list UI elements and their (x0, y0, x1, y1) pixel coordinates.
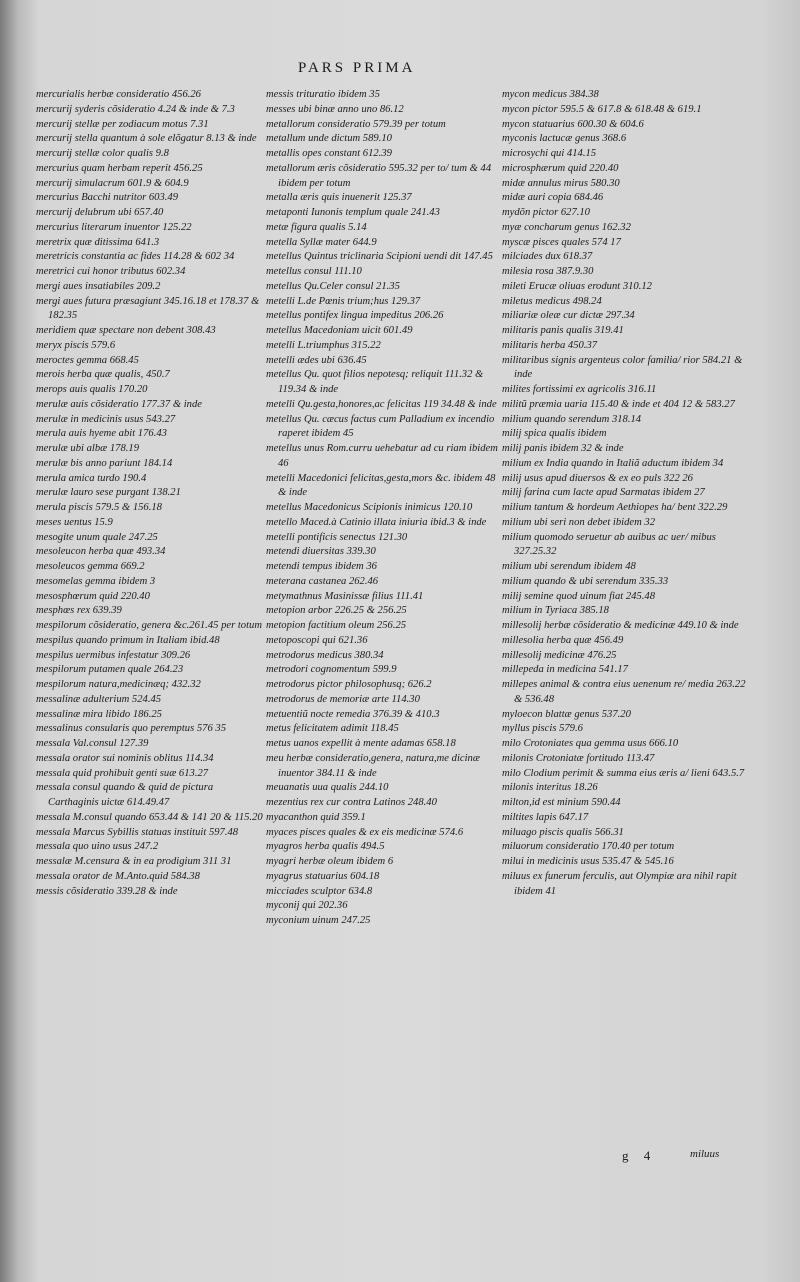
index-entry: messis cõsideratio 339.28 & inde (36, 885, 178, 897)
index-entry: messalæ M.censura & in ea prodigium 311 31 (36, 856, 232, 867)
index-entry: micciades sculptor 634.8 (266, 885, 373, 897)
index-entry: meretrici cui honor tributus 602.34 (36, 266, 186, 277)
index-entry: metæ figura qualis 5.14 (266, 221, 367, 233)
index-entry: mespilus uermibus infestatur 309.26 (36, 649, 191, 661)
index-entry: messalinus consularis quo peremptus 576 35 (36, 723, 226, 735)
index-entry: meretrix quæ ditissima 641.3 (36, 236, 160, 248)
index-column-middle (266, 88, 498, 929)
index-entry: milij spica qualis ibidem (502, 428, 607, 440)
index-entry: messala orator sui nominis oblitus 114.34 (36, 752, 214, 764)
index-entry: mycon pictor 595.5 & 617.8 & 618.48 & 619.1 (502, 103, 702, 115)
index-entry: microsphærum quid 220.40 (502, 162, 619, 174)
index-entry: metellus Macedonicus Scipionis inimicus 120.10 (266, 502, 473, 513)
index-entry: metellus Qu.Celer consul 21.35 (266, 280, 400, 292)
index-entry: metellus consul 111.10 (266, 266, 362, 277)
index-entry: mercurij simulacrum 601.9 & 604.9 (36, 177, 189, 189)
index-entry: milciades dux 618.37 (502, 251, 593, 263)
index-entry: microsychi qui 414.15 (502, 148, 597, 159)
index-entry: mesoleucon herba quæ 493.34 (36, 546, 166, 558)
index-entry: myagri herbæ oleum ibidem 6 (266, 856, 394, 867)
index-entry: metelli Qu.gesta,honores,ac felicitas 119 34.48 & inde (266, 398, 497, 410)
index-entry: messala quo uino usus 247.2 (36, 841, 159, 853)
index-entry: miluago piscis qualis 566.31 (502, 826, 624, 838)
index-entry: midæ annulus mirus 580.30 (502, 177, 620, 189)
index-entry: milites fortissimi ex agricolis 316.11 (502, 384, 657, 395)
index-entry: milium quando serendum 318.14 (502, 413, 642, 425)
index-entry: mergi aues futura præsagiunt 345.16.18 et 178.37 & 182.35 (36, 295, 260, 322)
index-entry: merulæ auis cõsideratio 177.37 & inde (36, 398, 202, 410)
index-column-right (502, 88, 752, 899)
index-entry: miluus ex funerum ferculis, aut Olympiæ ara nihil rapit ibidem 41 (502, 870, 737, 897)
index-entry: mercurius quam herbam reperit 456.25 (36, 162, 203, 174)
index-entry: metello Maced.à Catinio illata iniuria ibid.3 & inde (266, 516, 487, 528)
index-entry: merops auis qualis 170.20 (36, 384, 148, 395)
index-entry: metrodori cognomentum 599.9 (266, 664, 397, 676)
index-entry: mercurij stella quantum à sole elõgatur 8.13 & inde (36, 133, 257, 145)
index-entry: mesphœs rex 639.39 (36, 605, 122, 617)
index-entry: metus uanos expellit à mente adamas 658.18 (266, 738, 456, 749)
index-entry: merula auis hyeme abit 176.43 (36, 428, 167, 440)
index-entry: milium ex India quando in Italiã aductum ibidem 34 (502, 457, 724, 469)
index-entry: messala Marcus Sybillis statuas instituit 597.48 (36, 826, 239, 838)
index-entry: mespilorum putamen quale 264.23 (36, 664, 184, 676)
index-entry: myscæ pisces quales 574 17 (502, 236, 621, 248)
index-entry: mercurij stellæ color qualis 9.8 (36, 148, 169, 159)
index-entry: mesosphœrum quid 220.40 (36, 590, 150, 602)
index-entry: milij farina cum lacte apud Sarmatas ibidem 27 (502, 487, 705, 499)
index-entry: mergi aues insatiabiles 209.2 (36, 280, 161, 292)
running-title: PARS PRIMA (298, 60, 416, 76)
index-entry: milij semine quod uinum fiat 245.48 (502, 590, 656, 602)
index-entry: metelli pontificis senectus 121.30 (266, 531, 408, 543)
index-entry: metellus Macedoniam uicit 601.49 (266, 325, 413, 336)
index-entry: mesoleucos gemma 669.2 (36, 561, 145, 572)
index-entry: myæ concharum genus 162.32 (502, 221, 631, 233)
index-entry: metelli L.triumphus 315.22 (266, 339, 381, 351)
index-entry: merulæ ubi albæ 178.19 (36, 443, 139, 454)
index-entry: mespilorum natura,medicinæq; 432.32 (36, 679, 201, 690)
index-entry: messis trituratio ibidem 35 (266, 89, 380, 100)
index-entry: metellus pontifex lingua impeditus 206.26 (266, 310, 444, 322)
index-entry: milium quomodo seruetur ab auibus ac uer/ mibus 327.25.32 (502, 531, 716, 558)
index-entry: millesolij herbæ cõsideratio & medicinæ 449.10 & inde (502, 620, 739, 631)
index-entry: mydõn pictor 627.10 (502, 207, 590, 218)
index-entry: metalla æris quis inuenerit 125.37 (266, 192, 412, 204)
index-entry: messala Val.consul 127.39 (36, 738, 149, 749)
index-entry: midæ auri copia 684.46 (502, 192, 604, 204)
index-entry: metymathnus Masinissæ filius 111.41 (266, 590, 424, 602)
index-entry: milium quando & ubi serendum 335.33 (502, 575, 669, 587)
index-entry: miltites lapis 647.17 (502, 811, 589, 823)
index-entry: milij panis ibidem 32 & inde (502, 443, 624, 454)
index-entry: messalinæ mira libido 186.25 (36, 708, 162, 720)
index-entry: mercurius literarum inuentor 125.22 (36, 221, 192, 233)
index-entry: messala quid prohibuit genti suæ 613.27 (36, 767, 209, 779)
index-entry: meu herbæ consideratio,genera, natura,me dicinæ inuentor 384.11 & inde (266, 752, 480, 779)
index-entry: metrodorus de memoriæ arte 114.30 (266, 693, 420, 705)
index-entry: millesolia herba quæ 456.49 (502, 634, 624, 646)
index-entry: messala M.consul quando 653.44 & 141 20 & 115.20 (36, 811, 263, 823)
index-entry: mercurij stellæ per zodiacum motus 7.31 (36, 118, 209, 130)
index-entry: miluorum consideratio 170.40 per totum (502, 841, 675, 853)
index-entry: militaris herba 450.37 (502, 339, 598, 351)
index-entry: myagrus statuarius 604.18 (266, 870, 380, 882)
index-entry: mesogite unum quale 247.25 (36, 531, 158, 543)
index-entry: mycon statuarius 600.30 & 604.6 (502, 118, 644, 130)
index-entry: myloecon blattæ genus 537.20 (502, 708, 631, 720)
index-entry: messala orator de M.Anto.quid 584.38 (36, 870, 200, 882)
index-entry: milo Clodium perimit & summa eius æris a/ lieni 643.5.7 (502, 767, 745, 779)
index-entry: milium ubi serendum ibidem 48 (502, 561, 636, 572)
index-entry: metrodorus pictor philosophusq; 626.2 (266, 679, 432, 690)
index-entry: messala consul quando & quid de pictura Carthaginis uictæ 614.49.47 (36, 782, 214, 808)
index-entry: metallorum consideratio 579.39 per totum (266, 118, 446, 130)
index-entry: myacanthon quid 359.1 (266, 811, 366, 823)
index-entry: meroctes gemma 668.45 (36, 354, 139, 366)
index-entry: mercurius Bacchi nutritor 603.49 (36, 192, 179, 204)
index-entry: milij usus apud diuersos & ex eo puls 322 26 (502, 472, 693, 484)
index-entry: meryx piscis 579.6 (36, 339, 116, 351)
index-entry: milesia rosa 387.9.30 (502, 266, 594, 277)
index-entry: merulæ in medicinis usus 543.27 (36, 413, 176, 425)
index-entry: merula amica turdo 190.4 (36, 472, 147, 484)
index-entry: metoposcopi qui 621.36 (266, 634, 368, 646)
index-entry: millepes animal & contra eius uenenum re/ media 263.22 & 536.48 (502, 679, 746, 705)
index-entry: metella Syllæ mater 644.9 (266, 236, 377, 248)
index-entry: mespilorum cõsideratio, genera &c.261.45 per totum (36, 620, 262, 631)
index-entry: merulæ bis anno pariunt 184.14 (36, 457, 173, 469)
index-entry: meterana castanea 262.46 (266, 575, 379, 587)
index-entry: merula piscis 579.5 & 156.18 (36, 502, 162, 513)
index-entry: metus felicitatem adimit 118.45 (266, 723, 399, 735)
index-entry: milui in medicinis usus 535.47 & 545.16 (502, 856, 674, 867)
index-entry: mercurialis herbæ consideratio 456.26 (36, 89, 201, 100)
index-entry: metendi diuersitas 339.30 (266, 546, 376, 558)
index-entry: metellus Qu. quot filios nepotesq; reliquit 111.32 & 119.34 & inde (266, 369, 484, 395)
index-entry: metallis opes constant 612.39 (266, 148, 392, 159)
index-entry: mileti Erucæ oliuas erodunt 310.12 (502, 280, 652, 292)
index-entry: mespilus quando primum in Italiam ibid.48 (36, 634, 220, 646)
index-entry: metellus unus Rom.curru uehebatur ad cu riam ibidem 46 (266, 443, 498, 469)
index-entry: metaponti Iunonis templum quale 241.43 (266, 207, 440, 218)
index-entry: miletus medicus 498.24 (502, 295, 602, 307)
index-entry: myllus piscis 579.6 (502, 723, 583, 735)
index-entry: milo Crotoniates qua gemma usus 666.10 (502, 738, 679, 749)
index-entry: metallum unde dictum 589.10 (266, 133, 392, 145)
index-entry: millesolij medicinæ 476.25 (502, 649, 617, 661)
index-entry: mercurij syderis cõsideratio 4.24 & inde & 7.3 (36, 103, 235, 115)
index-entry: metendi tempus ibidem 36 (266, 561, 377, 572)
index-entry: metelli Macedonici felicitas,gesta,mors &c. ibidem 48 & inde (266, 472, 496, 499)
index-entry: militaribus signis argenteus color familia/ rior 584.21 & inde (502, 354, 743, 381)
index-entry: myconij qui 202.36 (266, 900, 348, 912)
index-entry: miliariæ oleæ cur dictæ 297.34 (502, 310, 635, 322)
index-entry: myconium uinum 247.25 (266, 915, 371, 926)
index-entry: metopion factitium oleum 256.25 (266, 620, 407, 631)
index-entry: millepeda in medicina 541.17 (502, 664, 628, 676)
index-entry: metelli L.de Pœnis trium;hus 129.37 (266, 295, 421, 307)
index-entry: mycon medicus 384.38 (502, 89, 599, 100)
index-entry: metellus Quintus triclinaria Scipioni uendi dit 147.45 (266, 251, 493, 263)
index-entry: metelli ædes ubi 636.45 (266, 354, 367, 366)
catchword: miluus (690, 1148, 720, 1160)
index-entry: messes ubi binæ anno uno 86.12 (266, 103, 404, 115)
signature-mark: g 4 (622, 1148, 657, 1163)
index-entry: milium in Tyriaca 385.18 (502, 605, 609, 617)
index-entry: meuanatis uua qualis 244.10 (266, 782, 389, 794)
index-entry: metallorum æris cõsideratio 595.32 per to/ tum & 44 ibidem per totum (266, 162, 492, 189)
index-entry: mercurij delubrum ubi 657.40 (36, 207, 164, 218)
index-entry: myaces pisces quales & ex eis medicinæ 574.6 (266, 826, 464, 838)
index-entry: meridiem quæ spectare non debent 308.43 (36, 325, 216, 336)
index-entry: messalinæ adulterium 524.45 (36, 693, 162, 705)
index-entry: merulæ lauro sese purgant 138.21 (36, 487, 181, 499)
index-entry: metellus Qu. cæcus factus cum Palladium ex incendio raperet ibidem 45 (266, 413, 495, 440)
index-entry: milonis interitus 18.26 (502, 782, 598, 794)
index-entry: metrodorus medicus 380.34 (266, 649, 384, 661)
index-entry: metuentiũ nocte remedia 376.39 & 410.3 (266, 708, 440, 720)
index-entry: meses uentus 15.9 (36, 516, 113, 528)
index-entry: milonis Crotoniatæ fortitudo 113.47 (502, 752, 655, 764)
index-entry: metopion arbor 226.25 & 256.25 (266, 605, 407, 617)
index-entry: myagros herba qualis 494.5 (266, 841, 385, 853)
index-entry: militũ præmia uaria 115.40 & inde et 404 12 & 583.27 (502, 398, 735, 410)
index-entry: milium ubi seri non debet ibidem 32 (502, 516, 656, 528)
index-column-left (36, 88, 264, 899)
index-entry: mezentius rex cur contra Latinos 248.40 (266, 797, 437, 808)
index-entry: myconis lactucæ genus 368.6 (502, 133, 627, 145)
index-entry: meretricis constantia ac fides 114.28 & 602 34 (36, 251, 235, 263)
index-entry: merois herba quæ qualis, 450.7 (36, 369, 170, 381)
index-entry: milton,id est minium 590.44 (502, 797, 621, 808)
index-entry: mesomelas gemma ibidem 3 (36, 575, 156, 587)
index-entry: milium tantum & hordeum Aethiopes ha/ bent 322.29 (502, 502, 728, 513)
index-entry: militaris panis qualis 319.41 (502, 325, 624, 336)
